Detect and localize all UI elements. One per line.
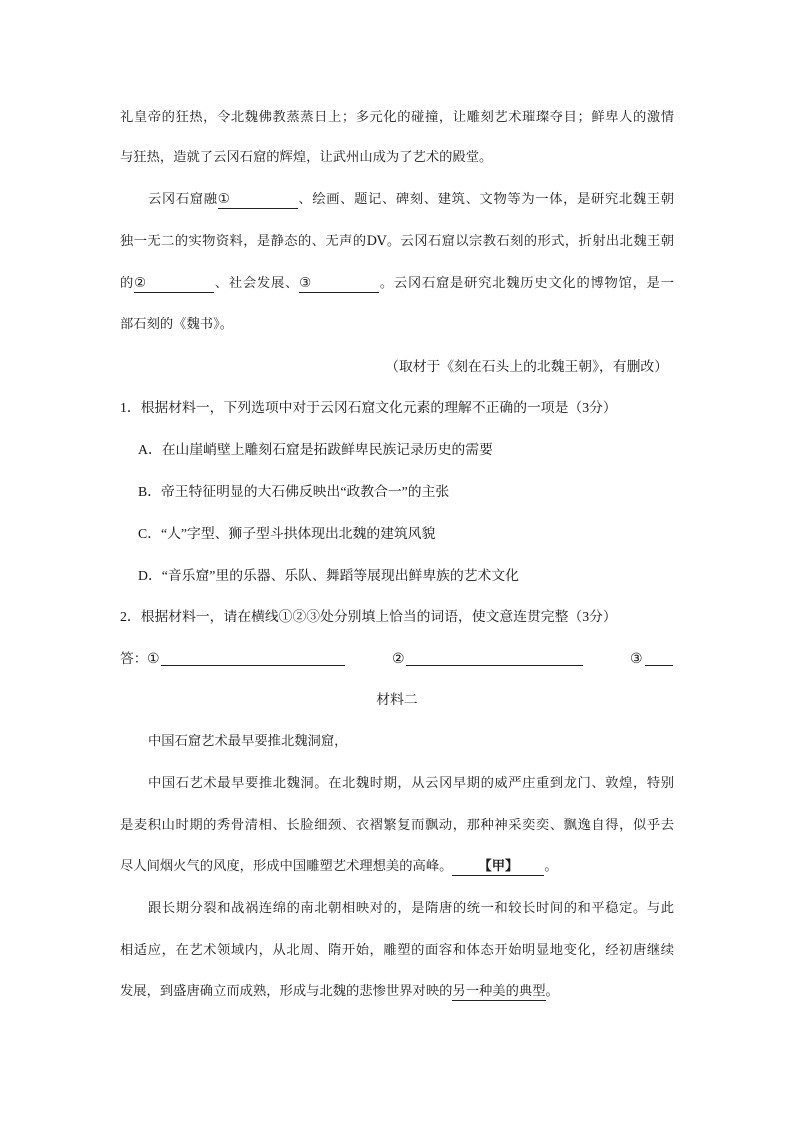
summary-line-4: 部石刻的《魏书》。 [120, 317, 234, 332]
summary-line-3-before: 的 [120, 276, 135, 291]
material-two-heading: 材料二 [376, 692, 418, 707]
source-citation: （取材于《刻在石头上的北魏王朝》，有删改） [385, 359, 668, 374]
summary-line-1-before: 云冈石窟融 [148, 192, 218, 207]
material-two-line-4-before: 尽人间烟火气的风度，形成中国雕塑艺术理想美的高峰。 [120, 859, 453, 874]
question-1-stem: 1．根据材料一，下列选项中对于云冈石窟文化元素的理解不正确的一项是（3分） [120, 400, 617, 415]
underlined-phrase: 另一种美的典型 [452, 984, 546, 999]
question-1-option-d: D．“音乐窟”里的乐器、乐队、舞蹈等展现出鲜卑族的艺术文化 [138, 568, 519, 583]
question-1-option-c: C．“人”字型、狮子型斗拱体现出北魏的建筑风貌 [138, 526, 436, 541]
summary-line-2: 独一无二的实物资料，是静态的、无声的DV。云冈石窟以宗教石刻的形式，折射出北魏王朝 [120, 234, 674, 249]
answer-mark-3: ③ [630, 651, 643, 666]
answer-blank-1 [161, 649, 345, 666]
answer-label: 答： [120, 651, 148, 666]
question-2-stem: 2．根据材料一，请在横线①②③处分别填上恰当的词语，使文意连贯完整（3分） [120, 609, 617, 624]
summary-line-1 [148, 190, 674, 212]
fill-blank-3: ③ [299, 276, 379, 293]
material-two-line-6: 相适应，在艺术领域内，从北周、隋开始，雕塑的面容和体态开始明显地变化，经初唐继续 [120, 943, 674, 958]
answer-mark-1: ① [147, 651, 160, 666]
summary-line-3-after: 。云冈石窟是研究北魏历史文化的博物馆，是一 [379, 276, 675, 291]
material-two-line-7 [120, 982, 674, 1004]
material-two-line-1: 中国石窟艺术最早要推北魏洞窟， [148, 734, 348, 749]
material-two-line-3: 是麦积山时期的秀骨清相、长脸细颈、衣褶繁复而飘动，那种神采奕奕、飘逸自得，似乎去 [120, 818, 674, 833]
material-two-line-4 [120, 857, 674, 879]
answer-mark-2: ② [392, 651, 405, 666]
material-two-line-4-after: 。 [544, 859, 558, 874]
material-two-line-7-after: 。 [545, 984, 559, 999]
answer-blank-3 [645, 649, 673, 666]
summary-line-3-mid: 、社会发展、 [214, 276, 300, 291]
summary-line-1-after: 、绘画、题记、碑刻、建筑、文物等为一体，是研究北魏王朝 [297, 192, 674, 207]
material-two-line-5: 跟长期分裂和战祸连绵的南北朝相映对的，是隋唐的统一和较长时间的和平稳定。与此 [148, 901, 674, 916]
answer-blank-2 [406, 649, 583, 666]
question-1-option-b: B．帝王特征明显的大石佛反映出“政教合一”的主张 [138, 484, 450, 499]
material-one-intro-line-1: 礼皇帝的狂热，令北魏佛教蒸蒸日上；多元化的碰撞，让雕刻艺术璀璨夺目；鲜卑人的激情 [120, 110, 674, 125]
jia-placeholder-blank: 【甲】 [452, 859, 544, 876]
summary-line-3 [120, 274, 674, 296]
material-one-intro-line-2: 与狂热，造就了云冈石窟的辉煌，让武州山成为了艺术的殿堂。 [120, 150, 493, 165]
fill-blank-2: ② [134, 276, 214, 293]
question-1-option-a: A．在山崖峭壁上雕刻石窟是拓跋鲜卑民族记录历史的需要 [138, 442, 493, 457]
answer-line [0, 649, 794, 671]
material-two-line-2: 中国石艺术最早要推北魏洞。在北魏时期，从云冈早期的威严庄重到龙门、敦煌，特别 [148, 776, 674, 791]
material-two-line-7-before: 发展，到盛唐确立而成熟，形成与北魏的悲惨世界对映的 [120, 984, 453, 999]
fill-blank-1: ① [218, 192, 298, 209]
